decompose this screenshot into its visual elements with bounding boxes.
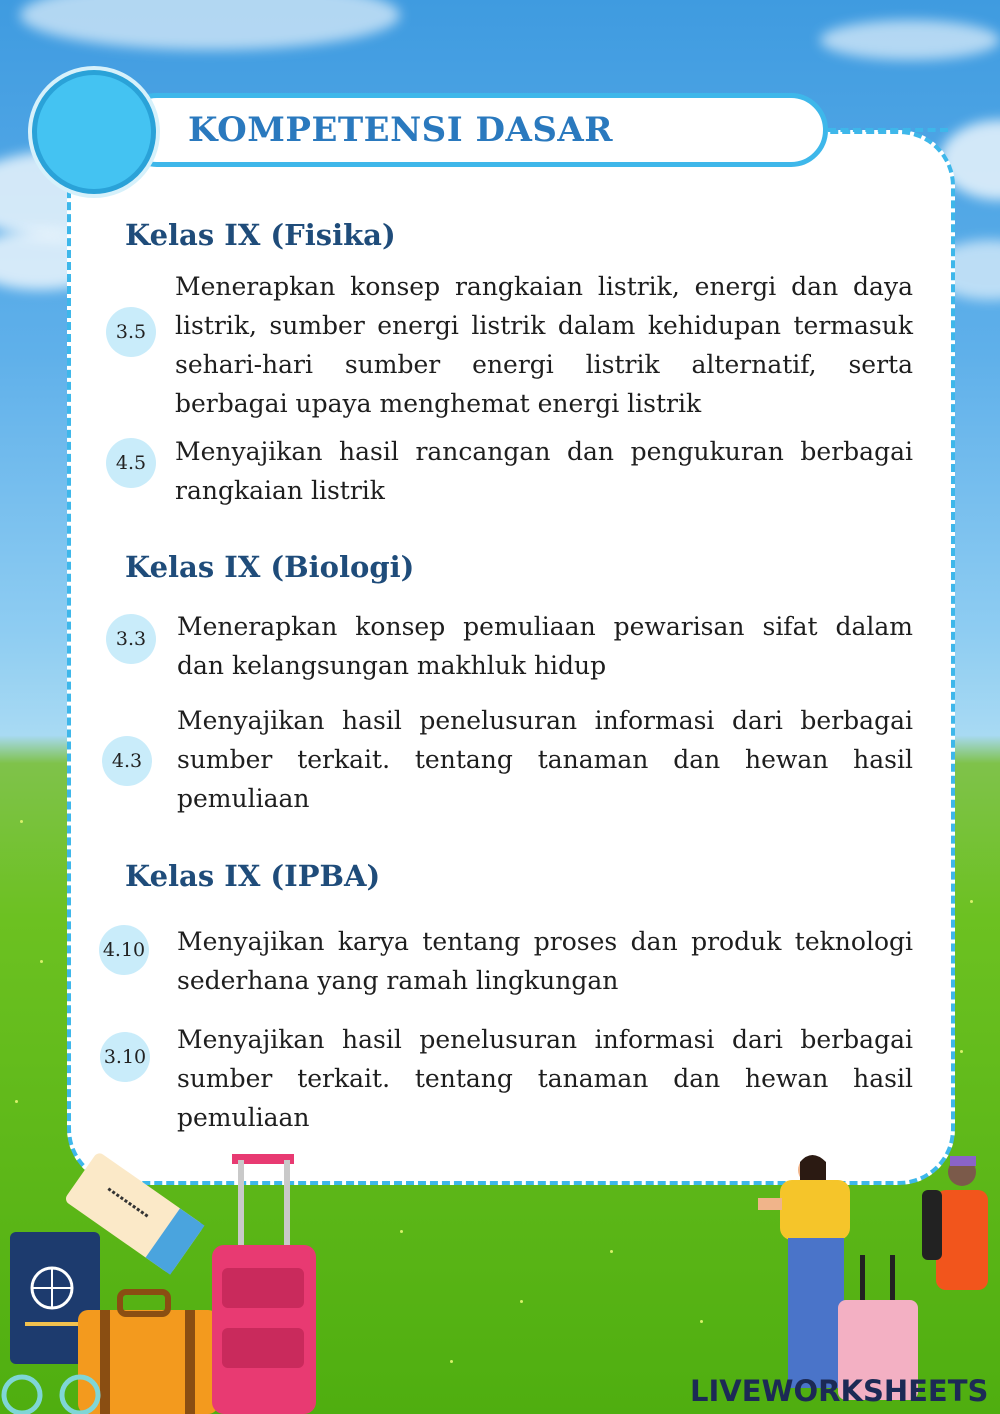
kd-code-badge: 3.5 bbox=[106, 307, 156, 357]
traveler-woman-yellow-icon bbox=[758, 1155, 850, 1388]
kd-text: Menyajikan karya tentang proses dan produk teknologi sederhana yang ramah lingkungan bbox=[177, 927, 913, 995]
suitcase-pink-icon bbox=[212, 1154, 316, 1414]
kd-code-badge: 4.10 bbox=[99, 925, 149, 975]
kd-code-badge: 4.5 bbox=[106, 438, 156, 488]
section-heading-biologi: Kelas IX (Biologi) bbox=[125, 550, 415, 584]
cloud bbox=[20, 0, 400, 50]
page-title: KOMPETENSI DASAR bbox=[188, 110, 614, 150]
cloud bbox=[820, 20, 1000, 60]
kd-text: Menerapkan konsep pemuliaan pewarisan sifat dalam dan kelangsungan makhluk hidup bbox=[177, 612, 913, 680]
travel-luggage-illustration bbox=[0, 1150, 330, 1414]
kd-code-badge: 3.3 bbox=[106, 614, 156, 664]
section-heading-fisika: Kelas IX (Fisika) bbox=[125, 218, 396, 252]
kd-text: Menerapkan konsep rangkaian listrik, energi dan daya listrik, sumber energi listrik dalam kehidupan termasuk sehari-hari sumber energi listrik alternatif, serta berbagai upaya menghemat energi listrik bbox=[175, 272, 913, 418]
watermark-logo: LIVEWORKSHEETS bbox=[690, 1374, 989, 1408]
kd-text: Menyajikan hasil penelusuran informasi dari berbagai sumber terkait. tentang tanaman dan hewan hasil pemuliaan bbox=[177, 706, 913, 813]
kd-code-badge: 4.3 bbox=[102, 736, 152, 786]
section-heading-ipba: Kelas IX (IPBA) bbox=[125, 859, 381, 893]
kd-text: Menyajikan hasil rancangan dan pengukuran berbagai rangkaian listrik bbox=[175, 437, 913, 505]
traveler-woman-orange-icon bbox=[922, 1156, 988, 1290]
title-circle-decoration bbox=[32, 70, 156, 194]
kd-code-badge: 3.10 bbox=[100, 1032, 150, 1082]
kd-text: Menyajikan hasil penelusuran informasi dari berbagai sumber terkait. tentang tanaman dan hewan hasil pemuliaan bbox=[177, 1025, 913, 1132]
title-dash-line bbox=[828, 128, 948, 132]
